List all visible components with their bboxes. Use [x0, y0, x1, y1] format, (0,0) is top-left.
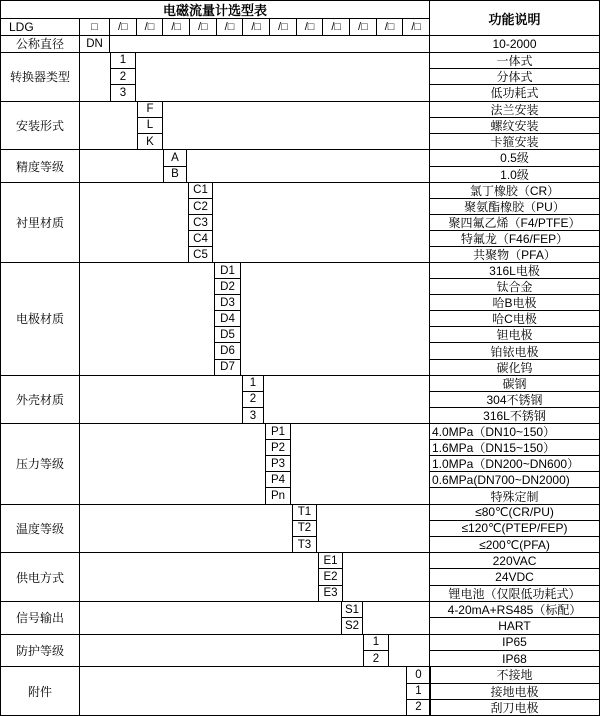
code-cell: B	[171, 168, 179, 181]
function-cell: 共聚物（PFA）	[473, 248, 556, 263]
code-cell: C2	[189, 199, 212, 215]
function-cell: ≤80℃(CR/PU)	[430, 505, 599, 521]
function-cell: 碳化钨	[496, 360, 533, 375]
code-cell: 2	[111, 69, 135, 85]
code-cell: K	[146, 135, 154, 148]
category-block-4	[1, 182, 599, 262]
code-area	[80, 53, 429, 101]
code-cell: D2	[215, 279, 240, 295]
category-label: 转换器类型	[1, 53, 80, 101]
function-column	[429, 36, 599, 52]
function-column-header: 功能说明	[429, 1, 599, 35]
code-cell: F	[138, 102, 162, 118]
function-column	[429, 53, 599, 101]
code-area	[80, 424, 429, 503]
category-block-2	[1, 101, 599, 150]
model-code-row	[1, 19, 429, 35]
code-cell: 3	[249, 409, 257, 422]
category-block-11	[1, 634, 599, 667]
code-cell: Pn	[270, 489, 286, 502]
category-block-3	[1, 149, 599, 182]
function-cell: 24VDC	[430, 569, 599, 585]
code-area	[80, 102, 429, 150]
code-cell: A	[164, 150, 186, 166]
function-cell: IP65	[430, 635, 599, 651]
function-cell: 法兰安装	[430, 102, 599, 118]
function-cell: 10-2000	[492, 36, 537, 51]
category-label: 供电方式	[1, 553, 80, 601]
code-cell: P3	[266, 456, 290, 472]
code-area	[80, 635, 429, 667]
header-left	[1, 1, 429, 35]
category-label: 安装形式	[1, 102, 80, 150]
code-column	[214, 263, 241, 374]
code-cell: DN	[86, 37, 103, 50]
category-block-10	[1, 601, 599, 634]
function-column	[429, 263, 599, 374]
category-block-9	[1, 552, 599, 601]
function-cell: ≤200℃(PFA)	[479, 537, 550, 552]
code-column	[188, 183, 213, 262]
code-area	[80, 183, 429, 262]
code-cell: T3	[297, 538, 312, 551]
code-cell: 2	[243, 392, 263, 408]
code-cell: L	[138, 118, 162, 134]
model-code-box: /□	[190, 19, 217, 35]
category-label: 精度等级	[1, 150, 80, 182]
code-cell: 1	[111, 53, 135, 69]
code-cell: 1	[407, 684, 430, 700]
model-code-boxes	[110, 19, 429, 35]
function-cell: 刮刀电极	[490, 700, 539, 715]
function-cell: 不接地	[430, 667, 599, 683]
code-cell: D7	[220, 361, 235, 374]
model-code-box: /□	[323, 19, 350, 35]
code-cell: C4	[189, 231, 212, 247]
function-cell: 特氟龙（F46/FEP）	[430, 231, 599, 247]
function-column	[429, 424, 599, 503]
model-code-box: /□	[217, 19, 244, 35]
function-column	[429, 635, 599, 667]
code-cell: E1	[319, 553, 342, 569]
function-cell: HART	[498, 618, 531, 633]
code-column	[406, 667, 431, 715]
code-column	[318, 553, 343, 601]
function-column	[429, 602, 599, 634]
model-code-box: /□	[350, 19, 377, 35]
function-cell: 哈B电极	[430, 295, 599, 311]
function-cell: 卡箍安装	[490, 135, 539, 150]
function-cell: 一体式	[430, 53, 599, 69]
function-cell: 特殊定制	[490, 489, 539, 504]
code-cell: T1	[293, 505, 316, 521]
code-area	[80, 36, 429, 52]
model-code-box: /□	[243, 19, 270, 35]
model-code-box: /□	[163, 19, 190, 35]
code-area	[80, 553, 429, 601]
code-cell: D1	[215, 263, 240, 279]
function-column	[429, 376, 599, 424]
code-cell: 2	[372, 652, 380, 665]
code-column	[292, 505, 317, 553]
code-area	[80, 150, 429, 182]
code-cell: 3	[119, 86, 127, 99]
code-cell: 2	[415, 701, 422, 714]
function-column	[429, 183, 599, 262]
function-cell: 铂铱电极	[430, 343, 599, 359]
function-cell: 1.0MPa（DN200~DN600）	[430, 456, 599, 472]
code-cell: D6	[215, 343, 240, 359]
category-label: 外壳材质	[1, 376, 80, 424]
function-cell: 1.6MPa（DN15~150）	[430, 440, 599, 456]
category-block-5	[1, 262, 599, 374]
code-cell: 1	[243, 376, 263, 392]
function-cell: 聚氨酯橡胶（PU）	[430, 199, 599, 215]
category-label: 防护等级	[1, 635, 80, 667]
model-prefix-label: LDG	[1, 19, 80, 35]
function-cell: 哈C电极	[430, 311, 599, 327]
code-cell: S2	[344, 619, 360, 632]
function-column	[429, 667, 599, 715]
category-label: 温度等级	[1, 505, 80, 553]
function-cell: 碳钢	[430, 376, 599, 392]
model-first-code-box: □	[80, 19, 110, 35]
function-cell: IP68	[502, 651, 527, 666]
function-cell: 钽电极	[430, 327, 599, 343]
code-column	[110, 53, 136, 101]
code-area	[80, 263, 429, 374]
table-header	[1, 1, 599, 35]
code-cell: T2	[293, 521, 316, 537]
code-cell: C3	[189, 215, 212, 231]
code-column	[363, 635, 389, 667]
function-cell: 4-20mA+RS485（标配）	[430, 602, 599, 618]
code-cell: P2	[266, 440, 290, 456]
function-cell: 聚四氟乙烯（F4/PTFE）	[430, 215, 599, 231]
category-block-8	[1, 504, 599, 553]
code-column	[137, 102, 163, 150]
code-cell: P4	[266, 472, 290, 488]
code-area	[80, 505, 429, 553]
function-cell: 低功耗式	[490, 86, 539, 101]
table-title: 电磁流量计选型表	[1, 1, 429, 19]
code-column	[341, 602, 363, 634]
category-label: 压力等级	[1, 424, 80, 503]
code-cell: S1	[342, 602, 362, 618]
function-cell: 分体式	[430, 69, 599, 85]
function-column	[429, 102, 599, 150]
function-cell: 螺纹安装	[430, 118, 599, 134]
code-cell: C1	[189, 183, 212, 199]
function-cell: 304不锈钢	[430, 392, 599, 408]
function-cell: 接地电极	[430, 684, 599, 700]
category-label: 电极材质	[1, 263, 80, 374]
code-cell: D5	[215, 327, 240, 343]
code-column	[80, 36, 110, 52]
function-cell: 316L不锈钢	[483, 409, 546, 424]
function-cell: 220VAC	[430, 553, 599, 569]
model-code-box: /□	[110, 19, 137, 35]
model-code-box: /□	[377, 19, 404, 35]
function-cell: 氯丁橡胶（CR）	[430, 183, 599, 199]
code-cell: P1	[266, 424, 290, 440]
model-code-box: /□	[137, 19, 164, 35]
function-cell: 0.5级	[430, 150, 599, 166]
code-column	[242, 376, 264, 424]
category-block-12	[1, 666, 599, 715]
code-area	[80, 376, 429, 424]
code-cell: 1	[364, 635, 388, 651]
code-column	[163, 150, 187, 182]
function-cell: 1.0级	[500, 167, 529, 182]
function-cell: 锂电池（仅限低功耗式）	[448, 586, 581, 601]
code-cell: 0	[407, 667, 430, 683]
category-block-6	[1, 375, 599, 424]
function-cell: 钛合金	[430, 279, 599, 295]
model-code-box: /□	[297, 19, 324, 35]
category-label: 信号输出	[1, 602, 80, 634]
code-cell: C5	[193, 248, 208, 261]
code-cell: D4	[215, 311, 240, 327]
code-cell: D3	[215, 295, 240, 311]
model-code-box: /□	[270, 19, 297, 35]
code-column	[265, 424, 291, 503]
category-block-7	[1, 423, 599, 503]
function-cell: 4.0MPa（DN10~150）	[430, 424, 599, 440]
code-area	[80, 602, 429, 634]
function-cell: ≤120℃(PTEP/FEP)	[430, 521, 599, 537]
code-area	[80, 667, 429, 715]
code-cell: E2	[319, 569, 342, 585]
function-column	[429, 505, 599, 553]
category-block-0	[1, 35, 599, 52]
category-block-1	[1, 52, 599, 101]
category-label: 衬里材质	[1, 183, 80, 262]
function-cell: 316L电极	[430, 263, 599, 279]
function-column	[429, 553, 599, 601]
category-label: 公称直径	[1, 36, 80, 52]
model-code-box: /□	[411, 21, 422, 33]
function-cell: 0.6MPa(DN700~DN2000)	[430, 472, 599, 488]
category-label: 附件	[1, 667, 80, 715]
code-cell: E3	[323, 587, 338, 600]
function-column	[429, 150, 599, 182]
table-body	[1, 35, 599, 715]
